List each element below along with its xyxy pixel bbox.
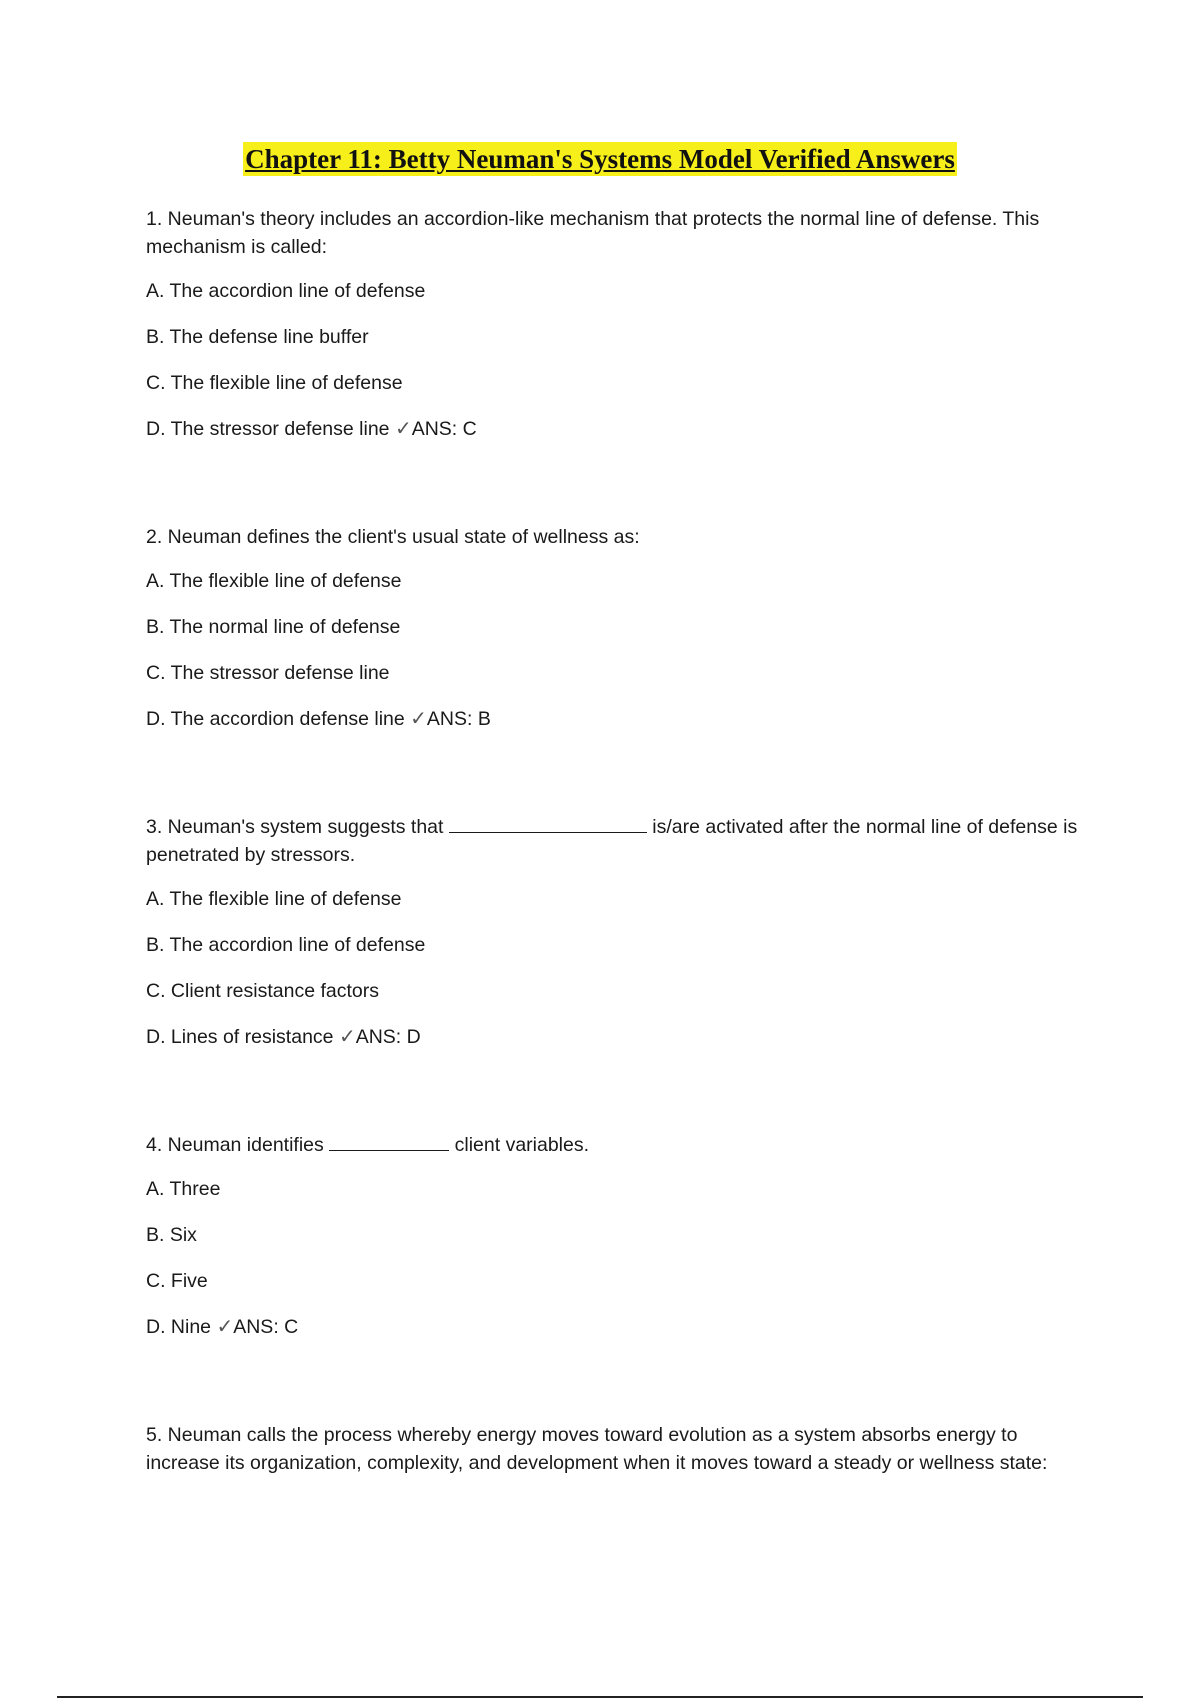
question-stem (146, 813, 1086, 869)
answer-label: ANS: C (233, 1316, 299, 1338)
footer-divider (57, 1696, 1143, 1698)
option-d-text: D. The stressor defense line (146, 418, 390, 440)
option-b: B. The accordion line of defense (146, 934, 426, 956)
check-badge-icon: ✓ (216, 1316, 234, 1338)
question-4 (146, 1131, 1086, 1341)
check-badge-icon: ✓ (410, 708, 427, 730)
question-1 (146, 205, 1086, 443)
question-stem: 2. Neuman defines the client's usual state of wellness as: (146, 526, 640, 548)
option-b: B. The normal line of defense (146, 616, 401, 638)
option-b: B. The defense line buffer (146, 326, 369, 348)
question-list (146, 205, 1086, 1493)
option-a: A. Three (146, 1178, 221, 1200)
stem-before-blank: 3. Neuman's system suggests that (146, 816, 444, 838)
option-d-text: D. Lines of resistance (146, 1026, 334, 1048)
stem-after-blank: client variables. (454, 1134, 590, 1156)
option-d (146, 1313, 1086, 1341)
option-d (146, 1023, 1086, 1051)
option-b: B. Six (146, 1224, 197, 1246)
answer-label: ANS: B (426, 708, 491, 730)
check-badge-icon: ✓ (338, 1026, 356, 1048)
question-3 (146, 813, 1086, 1051)
fill-in-blank (329, 1132, 449, 1151)
option-c: C. Five (146, 1270, 208, 1292)
option-d-text: D. Nine (146, 1316, 212, 1338)
check-badge-icon: ✓ (394, 418, 412, 440)
option-d (146, 415, 1086, 443)
option-d-text: D. The accordion defense line (146, 708, 405, 730)
title-block (0, 142, 1200, 176)
question-stem (146, 1131, 1086, 1159)
fill-in-blank (449, 814, 647, 833)
question-2 (146, 523, 1086, 733)
page-title: Chapter 11: Betty Neuman's Systems Model Verified Answers (245, 144, 955, 174)
question-stem: 5. Neuman calls the process whereby energy moves toward evolution as a system absorbs energy to increase its organization, complexity, and development when it moves toward a steady or wellness state: (146, 1424, 1048, 1474)
stem-after-blank: is/are activated after the normal line of defense is penetrated by stressors. (146, 816, 1078, 866)
option-a: A. The accordion line of defense (146, 280, 426, 302)
question-stem: 1. Neuman's theory includes an accordion-like mechanism that protects the normal line of defense. This mechanism is called: (146, 208, 1040, 258)
option-c: C. The stressor defense line (146, 662, 390, 684)
option-a: A. The flexible line of defense (146, 570, 402, 592)
question-5 (146, 1421, 1086, 1477)
answer-label: ANS: D (355, 1026, 421, 1048)
option-c: C. Client resistance factors (146, 980, 380, 1002)
answer-label: ANS: C (411, 418, 477, 440)
option-c: C. The flexible line of defense (146, 372, 403, 394)
option-d (146, 705, 1086, 733)
stem-before-blank: 4. Neuman identifies (146, 1134, 324, 1156)
option-a: A. The flexible line of defense (146, 888, 402, 910)
